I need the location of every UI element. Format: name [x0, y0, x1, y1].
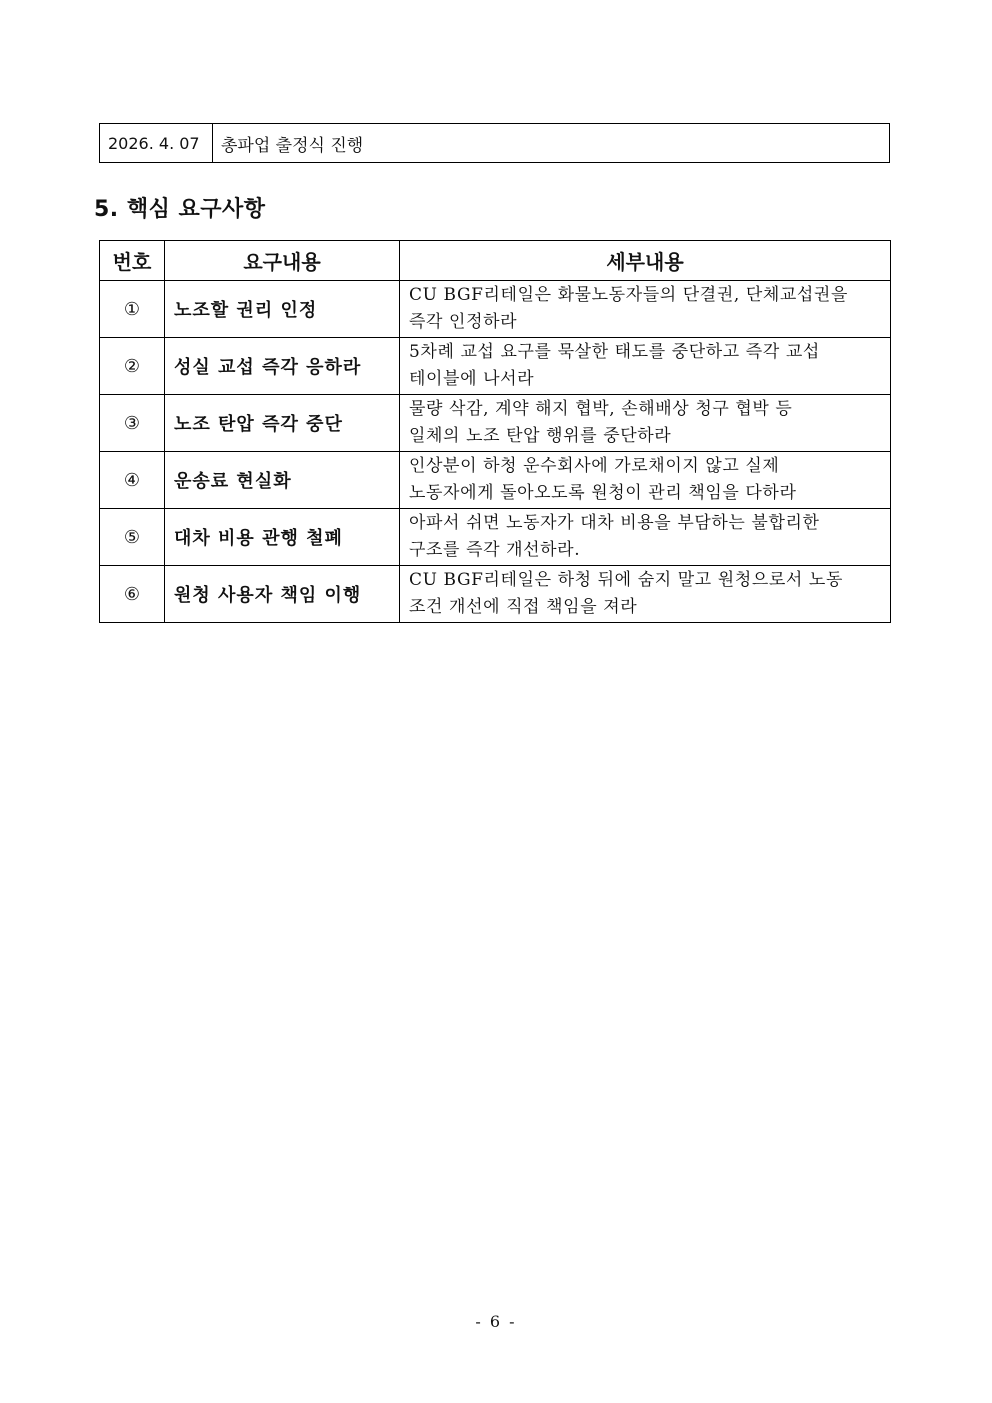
demand-number: ⑤	[100, 509, 165, 566]
demand-number: ③	[100, 395, 165, 452]
demands-table	[99, 240, 891, 623]
schedule-event: 총파업 출정식 진행	[213, 124, 890, 163]
header-request: 요구내용	[165, 241, 400, 281]
demand-detail-line: 구조를 즉각 개선하라.	[409, 540, 581, 560]
demand-detail	[400, 281, 891, 338]
demand-detail-line: 노동자에게 돌아오도록 원청이 관리 책임을 다하라	[409, 483, 797, 503]
demand-row	[100, 338, 891, 395]
demand-number: ①	[100, 281, 165, 338]
demand-request: 성실 교섭 즉각 응하라	[165, 338, 400, 395]
demand-detail-line: 물량 삭감, 계약 해지 협박, 손해배상 청구 협박 등	[409, 399, 793, 419]
schedule-table	[99, 123, 890, 163]
demand-row	[100, 281, 891, 338]
section-heading: 5. 핵심 요구사항	[94, 197, 266, 222]
demand-detail-line: 아파서 쉬면 노동자가 대차 비용을 부담하는 불합리한	[409, 513, 820, 533]
demand-detail-line: 5차례 교섭 요구를 묵살한 태도를 중단하고 즉각 교섭	[409, 342, 820, 362]
schedule-date: 2026. 4. 07	[100, 124, 213, 163]
demand-request: 운송료 현실화	[165, 452, 400, 509]
demand-request: 원청 사용자 책임 이행	[165, 566, 400, 623]
demand-number: ⑥	[100, 566, 165, 623]
demand-detail	[400, 509, 891, 566]
demand-row	[100, 566, 891, 623]
schedule-row	[100, 124, 890, 163]
demand-detail-line: CU BGF리테일은 하청 뒤에 숨지 말고 원청으로서 노동	[409, 570, 843, 590]
header-detail: 세부내용	[400, 241, 891, 281]
demand-detail-line: 테이블에 나서라	[409, 369, 535, 389]
demand-detail-line: 인상분이 하청 운수회사에 가로채이지 않고 실제	[409, 456, 780, 476]
demand-detail-line: 즉각 인정하라	[409, 312, 518, 332]
demand-request: 노조할 권리 인정	[165, 281, 400, 338]
header-number: 번호	[100, 241, 165, 281]
page-number: - 6 -	[475, 1312, 517, 1331]
demand-number: ②	[100, 338, 165, 395]
demand-row	[100, 452, 891, 509]
demand-row	[100, 509, 891, 566]
demand-number: ④	[100, 452, 165, 509]
demands-header-row	[100, 241, 891, 281]
demand-detail-line: 일체의 노조 탄압 행위를 중단하라	[409, 426, 672, 446]
demand-request: 대차 비용 관행 철폐	[165, 509, 400, 566]
demand-detail	[400, 566, 891, 623]
demand-detail	[400, 452, 891, 509]
demand-row	[100, 395, 891, 452]
demand-detail	[400, 395, 891, 452]
demand-detail	[400, 338, 891, 395]
demand-request: 노조 탄압 즉각 중단	[165, 395, 400, 452]
demand-detail-line: 조건 개선에 직접 책임을 져라	[409, 597, 638, 617]
demand-detail-line: CU BGF리테일은 화물노동자들의 단결권, 단체교섭권을	[409, 285, 848, 305]
